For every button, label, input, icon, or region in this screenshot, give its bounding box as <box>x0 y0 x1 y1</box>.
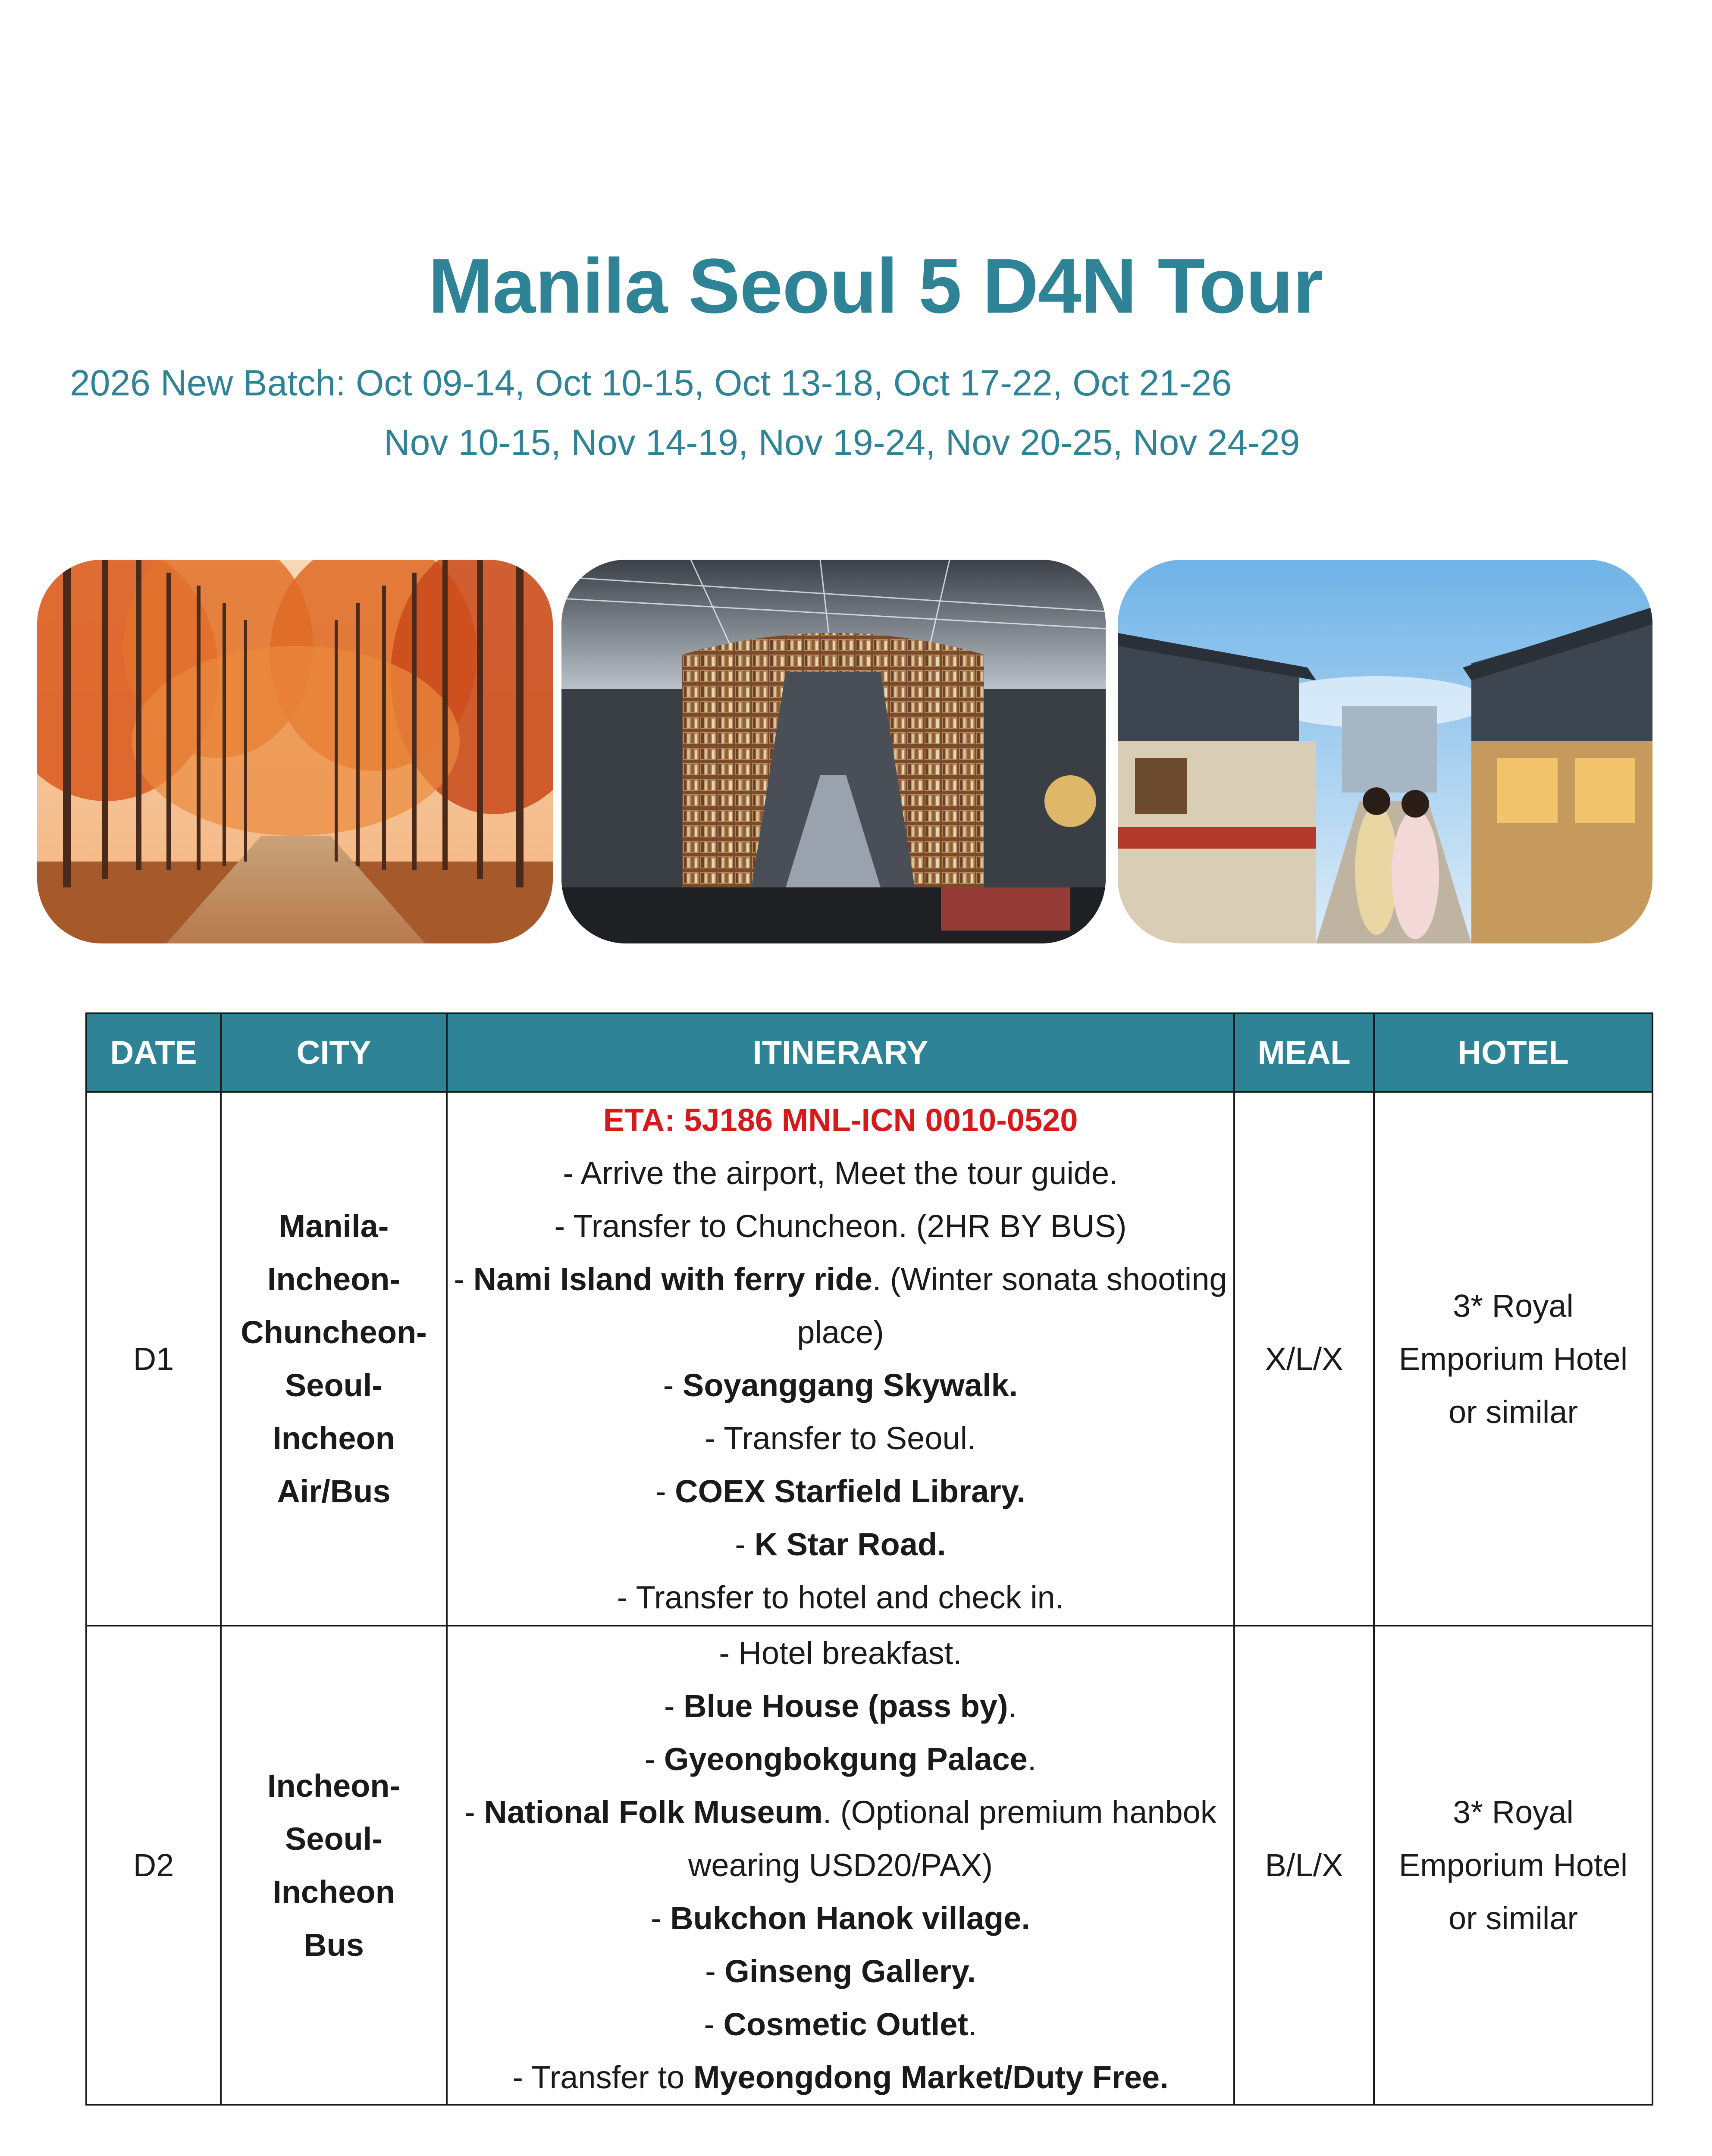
header-meal: MEAL <box>1234 1013 1374 1092</box>
meal-cell: X/L/X <box>1234 1092 1374 1626</box>
city-cell <box>221 1626 447 2105</box>
meal-cell: B/L/X <box>1234 1626 1374 2105</box>
hotel-line: 3* Royal <box>1453 1288 1574 1324</box>
city-line: Incheon- <box>267 1261 401 1297</box>
city-line: Bus <box>304 1927 364 1963</box>
itinerary-line: - K Star Road. <box>735 1526 946 1562</box>
starfield-library-photo <box>561 560 1106 943</box>
city-line: Incheon <box>273 1874 395 1910</box>
itinerary-cell <box>447 1626 1234 2105</box>
itinerary-line: - National Folk Museum. (Optional premium hanbok <box>464 1794 1217 1830</box>
itinerary-line: - Ginseng Gallery. <box>705 1953 976 1989</box>
hotel-cell <box>1374 1626 1652 2105</box>
header-date: DATE <box>86 1013 221 1092</box>
hotel-line: Emporium Hotel <box>1398 1847 1628 1883</box>
city-line: Incheon <box>273 1420 395 1456</box>
hotel-cell <box>1374 1092 1652 1626</box>
hotel-line: or similar <box>1448 1394 1578 1430</box>
page-title: Manila Seoul 5 D4N Tour <box>428 243 1323 329</box>
itinerary-line: - Gyeongbokgung Palace. <box>644 1741 1037 1777</box>
day-cell: D1 <box>86 1092 221 1626</box>
day-cell: D2 <box>86 1626 221 2105</box>
batch-dates-oct: 2026 New Batch: Oct 09-14, Oct 10-15, Oct 13-18, Oct 17-22, Oct 21-26 <box>70 363 1232 403</box>
header-itinerary: ITINERARY <box>447 1013 1234 1092</box>
city-line: Manila- <box>279 1208 389 1244</box>
itinerary-line: - Arrive the airport, Meet the tour guide. <box>563 1155 1118 1191</box>
city-line: Chuncheon- <box>241 1314 427 1350</box>
bukchon-hanok-village-photo <box>1118 560 1652 943</box>
city-line: Seoul- <box>285 1821 383 1857</box>
flight-eta: ETA: 5J186 MNL-ICN 0010-0520 <box>603 1102 1078 1138</box>
table-header-row <box>86 1013 1652 1092</box>
itinerary-line: wearing USD20/PAX) <box>688 1847 993 1883</box>
itinerary-line: - Soyanggang Skywalk. <box>663 1367 1018 1403</box>
itinerary-line: - Bukchon Hanok village. <box>651 1900 1030 1936</box>
batch-dates-nov: Nov 10-15, Nov 14-19, Nov 19-24, Nov 20-25, Nov 24-29 <box>384 422 1300 463</box>
autumn-tree-alley-photo <box>37 560 553 943</box>
itinerary-line: - Hotel breakfast. <box>719 1635 962 1671</box>
itinerary-line: - COEX Starfield Library. <box>655 1473 1026 1509</box>
city-line: Air/Bus <box>277 1473 391 1509</box>
itinerary-line: - Transfer to Myeongdong Market/Duty Free. <box>512 2059 1169 2095</box>
itinerary-table <box>85 1012 1653 2106</box>
hotel-line: Emporium Hotel <box>1398 1341 1628 1377</box>
table-row-d2 <box>86 1626 1652 2105</box>
itinerary-line: - Blue House (pass by). <box>664 1688 1017 1724</box>
itinerary-line: place) <box>797 1314 884 1350</box>
header-hotel: HOTEL <box>1374 1013 1652 1092</box>
itinerary-line: - Transfer to Chuncheon. (2HR BY BUS) <box>554 1208 1127 1244</box>
hotel-line: or similar <box>1448 1900 1578 1936</box>
city-cell <box>221 1092 447 1626</box>
table-row-d1 <box>86 1092 1652 1626</box>
itinerary-cell <box>447 1092 1234 1626</box>
itinerary-line: - Transfer to Seoul. <box>705 1420 976 1456</box>
itinerary-line: - Transfer to hotel and check in. <box>617 1579 1064 1615</box>
header-city: CITY <box>221 1013 447 1092</box>
itinerary-line: - Nami Island with ferry ride. (Winter sonata shooting <box>454 1261 1227 1297</box>
hotel-line: 3* Royal <box>1453 1794 1574 1830</box>
city-line: Incheon- <box>267 1767 401 1804</box>
city-line: Seoul- <box>285 1367 383 1403</box>
itinerary-line: - Cosmetic Outlet. <box>704 2006 977 2042</box>
